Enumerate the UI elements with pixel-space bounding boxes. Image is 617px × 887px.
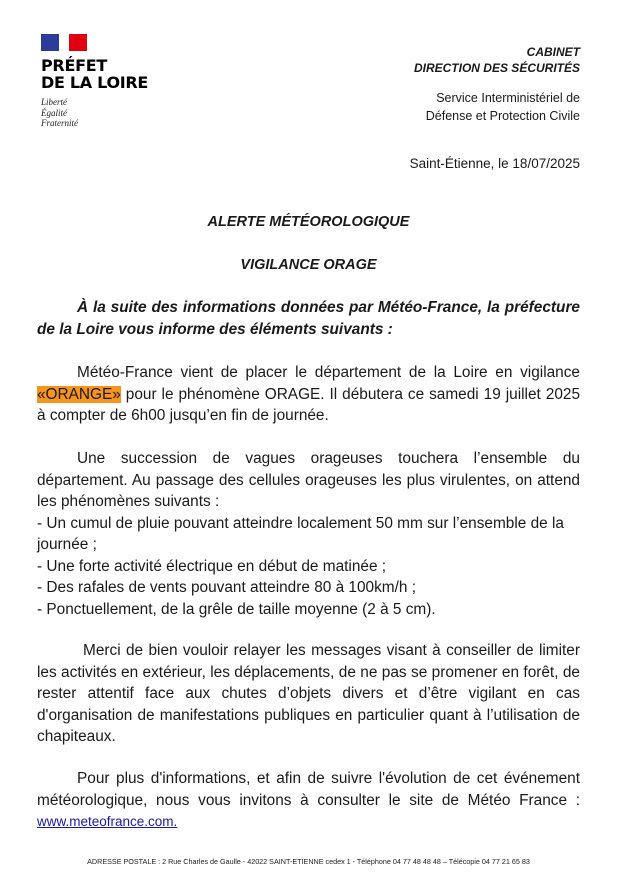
vigilance-paragraph [37,362,580,427]
orange-highlight: «ORANGE» [37,385,121,403]
bullet-item: - Des rafales de vents pouvant atteindre 80 à 100km/h ; [37,579,417,596]
logo-motto [41,97,161,129]
footer-address: ADRESSE POSTALE : 2 Rue Charles de Gaulle - 42022 SAINT-ETIENNE cedex 1 - Téléphone 04 77 48 48 48 – Télécopie 04 77 21 65 83 [87,857,530,866]
p2-text: Une succession de vagues orageuses touchera l’ensemble du département. Au passage des cellules orageuses les plus virulentes, on attend les phénomènes suivants : [37,450,580,510]
motto-egalite: Égalité [41,107,67,118]
p3-text: Merci de bien vouloir relayer les messages visant à conseiller de limiter les activités en extérieur, les déplacements, de ne pas se promener en forêt, de rester attentif face aux chutes d’objets divers et d’être vigilant en cas d'organisation de manifestations publiques en particulier quant à l’utilisation de chapiteaux. [37,642,580,745]
issuer-block [414,44,580,125]
p1-text-before: Météo-France vient de placer le département de la Loire en vigilance [77,364,580,381]
service-label [414,89,580,125]
vigilance-title: VIGILANCE ORAGE [240,257,377,273]
meteofrance-link[interactable]: www.meteofrance.com. [37,814,178,829]
logo-line1: PRÉFET [41,56,107,75]
cabinet-label: CABINET [526,45,580,59]
intro-text: À la suite des informations données par Météo-France, la préfecture de la Loire vous informe des éléments suivants : [37,299,580,338]
alert-title: ALERTE MÉTÉOROLOGIQUE [207,214,410,230]
bullet-item: - Un cumul de pluie pouvant atteindre localement 50 mm sur l’ensemble de la journée ; [37,514,564,553]
info-paragraph [37,768,580,833]
service-line1: Service Interministériel de [436,91,580,105]
p4-text: Pour plus d'informations, et afin de suivre l'évolution de cet événement météorologique, nous vous invitons à consulter le site de Météo France : [37,770,580,809]
advice-paragraph [37,640,580,748]
p1-text-after: pour le phénomène ORAGE. Il débutera ce samedi 19 juillet 2025 à compter de 6h00 jusqu’en fin de journée. [37,385,580,424]
marianne-flag-icon [41,34,87,51]
prefecture-logo [41,34,161,129]
service-line2: Défense et Protection Civile [425,109,580,123]
bullet-item: - Ponctuellement, de la grêle de taille moyenne (2 à 5 cm). [37,600,436,618]
logo-title [41,57,161,91]
phenomena-paragraph [37,448,580,620]
direction-label: DIRECTION DES SÉCURITÉS [413,61,580,75]
logo-line2: DE LA LOIRE [41,73,149,92]
motto-fraternite: Fraternité [41,118,78,128]
intro-paragraph [37,297,580,340]
document-date: Saint-Étienne, le 18/07/2025 [409,156,580,171]
motto-liberte: Liberté [41,97,67,107]
bullet-item: - Une forte activité électrique en début de matinée ; [37,557,387,575]
